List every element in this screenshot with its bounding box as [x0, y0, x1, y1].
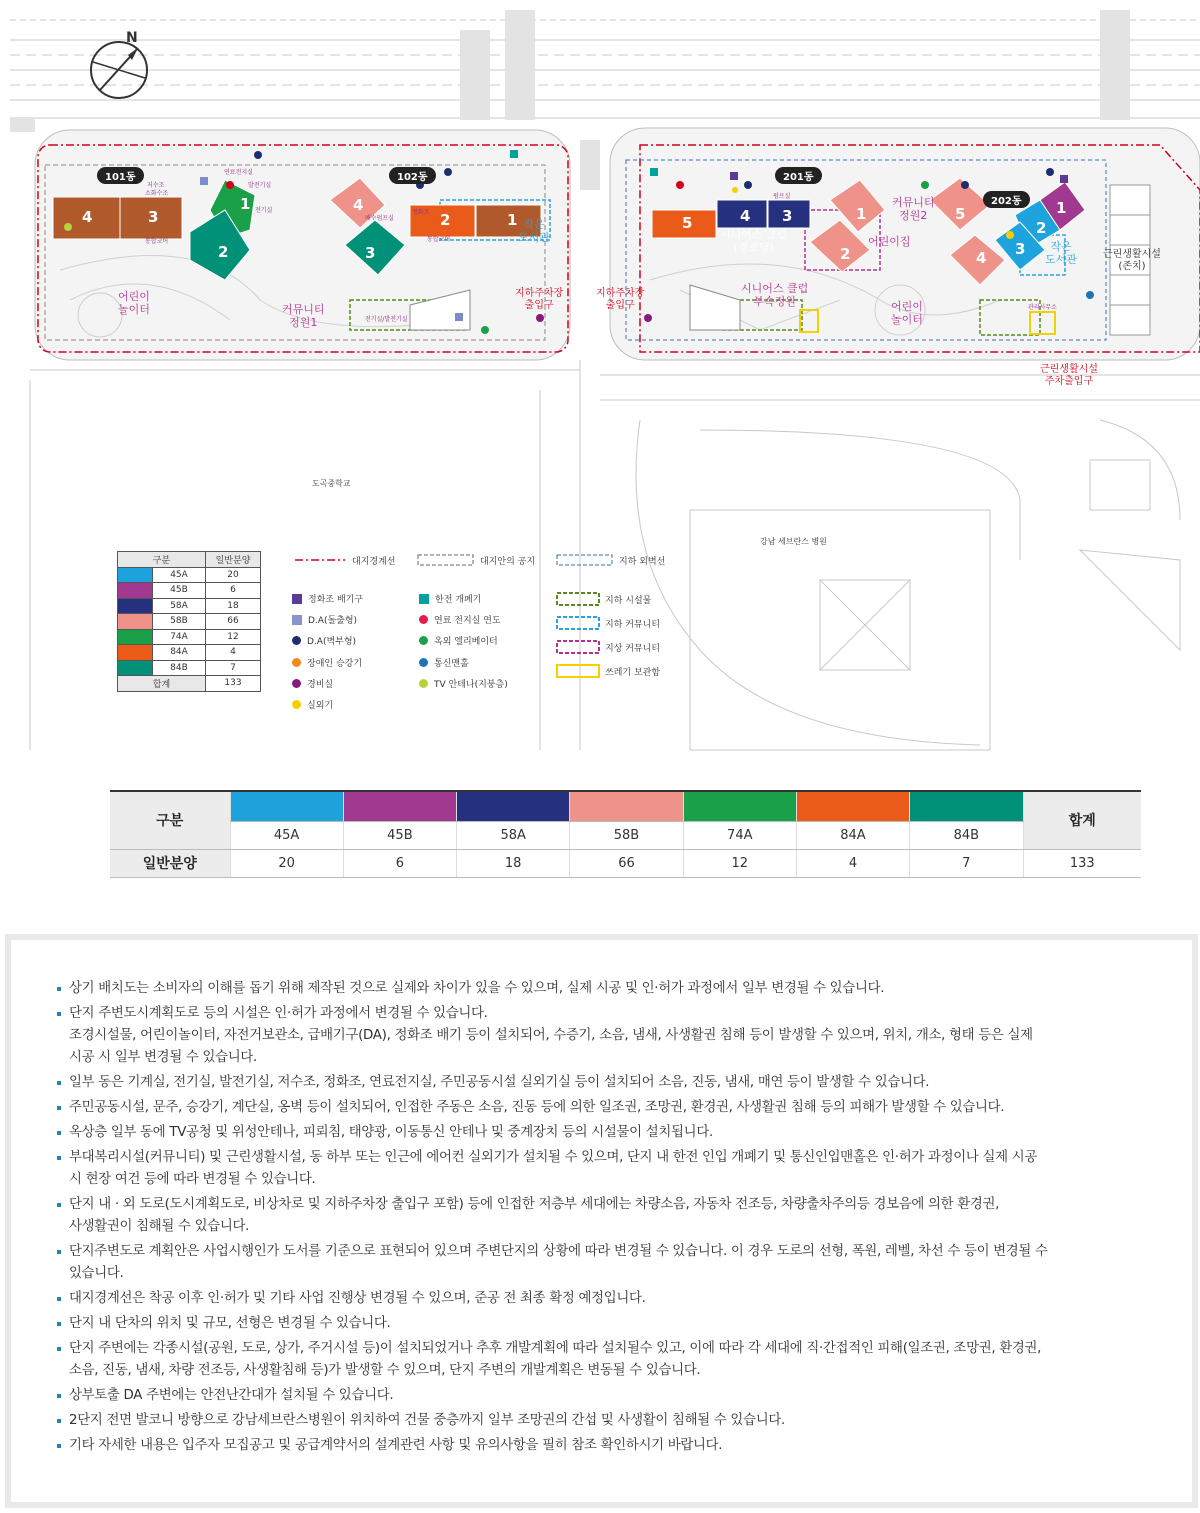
plan-legend-header-count: 일반분양 [206, 552, 261, 568]
bullet-icon [57, 1081, 61, 1085]
unit-type-label: 74A [683, 821, 796, 849]
legend-kepco [419, 592, 481, 605]
legend-fuel-cell [419, 613, 501, 626]
hospital-label: 강남 세브란스 병원 [760, 537, 827, 546]
note-text: 옥상층 일부 동에 TV공청 및 위성안테나, 피뢰침, 태양광, 이동통신 안테나 및 중계장치 등의 시설물이 설치됩니다. [69, 1125, 713, 1140]
note-item [57, 1072, 1157, 1094]
legend-tv-antenna [419, 677, 508, 690]
unit-total: 133 [1023, 849, 1141, 877]
plan-legend-row [118, 583, 261, 599]
legend-label: TV 안테나(지붕층) [434, 680, 508, 690]
legend-label: D.A(돌출형) [308, 616, 358, 626]
dong-tag-202: 202동 [983, 191, 1030, 208]
plan-legend-total-label: 합계 [118, 676, 206, 692]
legend-open-space: 대지안의 공지 [480, 557, 536, 567]
note-item [57, 1122, 1157, 1144]
plan-legend-count: 7 [206, 660, 261, 676]
facility-label: 전기실/발전기실 [365, 316, 408, 323]
plan-legend-count: 66 [206, 614, 261, 630]
dot-icon [292, 679, 301, 688]
unit-table-header-type: 구분 [110, 791, 230, 849]
note-text: 주민공동시설, 문주, 승강기, 계단실, 옹벽 등이 설치되어, 인접한 주동은 소음, 진동 등에 의한 일조권, 조망권, 환경권, 사생활권 침해 등의 피해가 발생할 수 있습니다. [69, 1100, 1005, 1115]
bullet-icon [57, 1012, 61, 1016]
square-icon [419, 594, 429, 604]
compass-north-label: N [126, 30, 138, 46]
community-garden-2-label: 커뮤니티 정원2 [892, 196, 935, 222]
facility-label: 소화수조 [145, 190, 169, 197]
unit-swatch-74A [683, 791, 796, 821]
dot-icon [419, 679, 428, 688]
plan-legend-type: 84B [153, 660, 206, 676]
legend-septic [292, 592, 363, 605]
note-text: 단지 내 단차의 위치 및 규모, 선형은 변경될 수 있습니다. [69, 1316, 391, 1331]
building-number: 3 [365, 244, 376, 262]
unit-swatch-84A [796, 791, 909, 821]
plan-legend-row [118, 614, 261, 630]
bullet-icon [57, 1347, 61, 1351]
dong-tag-101: 101동 [97, 167, 144, 184]
plan-legend-type: 45B [153, 583, 206, 599]
note-text: 단지 내 · 외 도로(도시계획도로, 비상차로 및 지하주차장 출입구 포함) 등에 인접한 저층부 세대에는 차량소음, 자동차 전조등, 차량출차주의등 경보음에 의한 환경권, 사생활권이 침해될 수 있습니다. [69, 1197, 1000, 1234]
legend-telecom [419, 656, 469, 669]
notes-list [57, 978, 1157, 1460]
building-number: 1 [507, 211, 518, 229]
bullet-icon [57, 1106, 61, 1110]
plan-legend-type: 58A [153, 598, 206, 614]
note-item [57, 1097, 1157, 1119]
note-item [57, 1288, 1157, 1310]
swatch-84A [118, 645, 153, 661]
building-number: 4 [976, 249, 987, 267]
bullet-icon [57, 1156, 61, 1160]
plan-legend-type: 45A [153, 567, 206, 583]
building-number: 2 [840, 245, 851, 263]
building-number: 4 [740, 207, 751, 225]
square-icon [292, 594, 302, 604]
legend-label: 통신맨홀 [434, 659, 469, 669]
note-item [57, 1003, 1157, 1069]
legend-site-boundary: 대지경계선 [352, 557, 396, 567]
plan-legend-type: 74A [153, 629, 206, 645]
playground-2-label: 어린이 놀이터 [891, 300, 923, 326]
legend-ug-community: 지하 커뮤니티 [605, 620, 661, 630]
legend-outdoor-unit [292, 698, 333, 711]
note-item [57, 1194, 1157, 1238]
swatch-84B [118, 660, 153, 676]
building-number: 4 [353, 196, 364, 214]
playground-1-label: 어린이 놀이터 [118, 290, 150, 316]
legend-guard [292, 677, 333, 690]
swatch-58A [118, 598, 153, 614]
plan-legend-table [117, 551, 261, 692]
unit-type-label: 58B [570, 821, 683, 849]
legend-label: 한전 개폐기 [435, 595, 482, 605]
legend-outdoor-elevator [419, 634, 498, 647]
unit-type-label: 84B [910, 821, 1023, 849]
note-item [57, 1313, 1157, 1335]
building-number: 1 [856, 205, 867, 223]
swatch-45B [118, 583, 153, 599]
small-library-2-label: 작은 도서관 [1045, 240, 1077, 266]
note-item [57, 978, 1157, 1000]
bullet-icon [57, 1394, 61, 1398]
building-number: 3 [782, 207, 793, 225]
small-library-1-label: 작은 도서관 [518, 218, 550, 244]
building-number: 2 [440, 211, 451, 229]
community-garden-1-label: 커뮤니티 정원1 [282, 303, 325, 329]
legend-label: 정화조 배기구 [308, 595, 364, 605]
unit-summary-table [110, 790, 1141, 878]
note-text: 일부 동은 기계실, 전기실, 발전기실, 저수조, 정화조, 연료전지실, 주민공동시설 실외기실 등이 설치되어 소음, 진동, 냄새, 매연 등이 발생할 수 있습니다. [69, 1075, 930, 1090]
dong-tag-102: 102동 [389, 167, 436, 184]
legend-underground-wall: 지하 외벽선 [619, 557, 666, 567]
legend-garbage: 쓰레기 보관함 [605, 668, 661, 678]
square-icon [292, 615, 302, 625]
building-number: 2 [218, 243, 229, 261]
dong-tag-201: 201동 [775, 167, 822, 184]
bullet-icon [57, 1444, 61, 1448]
legend-label: 경비실 [307, 680, 334, 690]
note-item [57, 1241, 1157, 1285]
unit-count: 4 [796, 849, 909, 877]
plan-legend-row [118, 629, 261, 645]
swatch-74A [118, 629, 153, 645]
unit-table-header-total: 합계 [1023, 791, 1141, 849]
note-item [57, 1147, 1157, 1191]
legend-elevator-disabled [292, 656, 362, 669]
unit-swatch-58B [570, 791, 683, 821]
plan-legend-header-type: 구분 [118, 552, 206, 568]
note-text: 단지 주변도시계획도로 등의 시설은 인·허가 과정에서 변경될 수 있습니다. 조경시설물, 어린이놀이터, 자전거보관소, 급배기구(DA), 정화조 배기 등이 설치되어, 수증기, 소음, 냄새, 사생활권 침해 등이 발생할 수 있으며, 위치, 개소, 형태 등은 실제 시공 시 일부 변경될 수 있습니다. [69, 1006, 1033, 1065]
unit-table-header-general-sale: 일반분양 [110, 849, 230, 877]
note-text: 상기 배치도는 소비자의 이해를 돕기 위해 제작된 것으로 실제와 차이가 있을 수 있으며, 실제 시공 및 인·허가 과정에서 일부 변경될 수 있습니다. [69, 981, 885, 996]
dot-icon [419, 615, 428, 624]
note-text: 단지주변도로 계획안은 사업시행인가 도서를 기준으로 표현되어 있으며 주변단지의 상황에 따라 변경될 수 있습니다. 이 경우 도로의 선형, 폭원, 레벨, 차선 수 등이 변경될 수 있습니다. [69, 1244, 1048, 1281]
legend-label: 장애인 승강기 [307, 659, 363, 669]
plan-legend-count: 6 [206, 583, 261, 599]
unit-count: 66 [570, 849, 683, 877]
building-number: 3 [1015, 240, 1026, 258]
dot-icon [292, 636, 301, 645]
plan-legend-row [118, 598, 261, 614]
plan-legend-row [118, 660, 261, 676]
swatch-58B [118, 614, 153, 630]
facility-label: 발전기실 [248, 182, 272, 189]
legend-label: 연료 전지실 연도 [434, 616, 501, 626]
note-text: 단지 주변에는 각종시설(공원, 도로, 상가, 주거시설 등)이 설치되었거나 추후 개발계획에 따라 설치될수 있고, 이에 따라 각 세대에 직·간접적인 피해(일조권, 조망권, 환경권, 소음, 진동, 냄새, 차량 전조등, 사생활침해 등)가 발생할 수 있으며, 단지 주변의 개발계획은 변동될 수 있습니다. [69, 1341, 1042, 1378]
bullet-icon [57, 1250, 61, 1254]
legend-da-wall [292, 634, 356, 647]
parking-entry-2-label: 지하주차장 출입구 [596, 288, 645, 311]
dot-icon [419, 636, 428, 645]
note-item [57, 1385, 1157, 1407]
plan-legend-count: 18 [206, 598, 261, 614]
note-item [57, 1435, 1157, 1457]
dot-icon [292, 700, 301, 709]
plan-legend-count: 4 [206, 645, 261, 661]
dot-icon [419, 658, 428, 667]
building-number: 5 [682, 214, 693, 232]
note-text: 상부토출 DA 주변에는 안전난간대가 설치될 수 있습니다. [69, 1388, 394, 1403]
unit-count: 12 [683, 849, 796, 877]
building-number: 2 [1036, 219, 1047, 237]
facility-label: 통합코어 [145, 238, 169, 245]
plan-legend-row [118, 645, 261, 661]
plan-legend-count: 20 [206, 567, 261, 583]
note-text: 대지경계선은 착공 이후 인·허가 및 기타 사업 진행상 변경될 수 있으며, 준공 전 최종 확정 예정입니다. [69, 1291, 646, 1306]
unit-count: 6 [343, 849, 456, 877]
bullet-icon [57, 1322, 61, 1326]
plan-legend-row [118, 567, 261, 583]
note-text: 2단지 전면 발코니 방향으로 강남세브란스병원이 위치하여 건물 중층까지 일부 조망권의 간섭 및 사생활이 침해될 수 있습니다. [69, 1413, 785, 1428]
unit-swatch-84B [910, 791, 1023, 821]
facility-label: 연료전지실 [224, 169, 253, 176]
bullet-icon [57, 1203, 61, 1207]
legend-label: 실외기 [307, 701, 334, 711]
legend-ug-facility: 지하 시설물 [605, 596, 652, 606]
plan-legend-type: 58B [153, 614, 206, 630]
legend-label: D.A(벽부형) [307, 637, 357, 647]
unit-type-label: 58A [457, 821, 570, 849]
unit-count: 20 [230, 849, 343, 877]
bullet-icon [57, 1131, 61, 1135]
facility-label: 전기실 [255, 207, 273, 214]
school-label: 도곡중학교 [312, 479, 351, 488]
legend-da-combined [292, 613, 357, 626]
bullet-icon [57, 1297, 61, 1301]
retail-label: 근린생활시설 (존치) [1103, 249, 1161, 272]
facility-label: 정화조 [412, 209, 430, 216]
unit-count: 18 [457, 849, 570, 877]
bullet-icon [57, 1419, 61, 1423]
parking-entry-1-label: 지하주차장 출입구 [515, 288, 564, 311]
retail-parking-entry-label: 근린생활시설 주차출입구 [1040, 364, 1098, 387]
facility-label: 관리사무소 [1028, 304, 1057, 311]
building-number: 3 [148, 208, 159, 226]
unit-count: 7 [910, 849, 1023, 877]
swatch-45A [118, 567, 153, 583]
bullet-icon [57, 987, 61, 991]
plan-legend-total: 133 [206, 676, 261, 692]
legend-label: 옥외 엘리베이터 [434, 637, 498, 647]
legend-above-community: 지상 커뮤니티 [605, 644, 661, 654]
note-text: 부대복리시설(커뮤니티) 및 근린생활시설, 동 하부 또는 인근에 에어컨 실외기가 설치될 수 있으며, 단지 내 한전 인입 개폐기 및 통신인입맨홀은 인·허가 과정이나 실제 시공 시 현장 여건 등에 따라 변경될 수 있습니다. [69, 1150, 1037, 1187]
notes-panel [5, 934, 1198, 1508]
dot-icon [292, 658, 301, 667]
unit-type-label: 45A [230, 821, 343, 849]
daycare-label: 어린이집 [868, 235, 911, 248]
unit-type-label: 84A [796, 821, 909, 849]
unit-swatch-45B [343, 791, 456, 821]
senior-garden-label: 시니어스 클럽 부속정원 [741, 282, 809, 308]
facility-label: 배수펌프실 [365, 215, 394, 222]
plan-legend-count: 12 [206, 629, 261, 645]
facility-label: 펌프실 [773, 193, 791, 200]
building-number: 1 [1056, 199, 1067, 217]
note-item [57, 1338, 1157, 1382]
facility-label: 통합코어 [427, 236, 451, 243]
building-number: 4 [82, 208, 93, 226]
unit-swatch-58A [457, 791, 570, 821]
note-text: 기타 자세한 내용은 입주자 모집공고 및 공급계약서의 설계관련 사항 및 유의사항을 필히 참조 확인하시기 바랍니다. [69, 1438, 723, 1453]
note-item [57, 1410, 1157, 1432]
unit-swatch-45A [230, 791, 343, 821]
building-number: 1 [240, 195, 251, 213]
building-number: 5 [955, 205, 966, 223]
facility-label: 저수조 [147, 182, 165, 189]
senior-club-label: 시니어스 클럽 (경로당) [720, 228, 788, 254]
plan-legend-type: 84A [153, 645, 206, 661]
unit-type-label: 45B [343, 821, 456, 849]
